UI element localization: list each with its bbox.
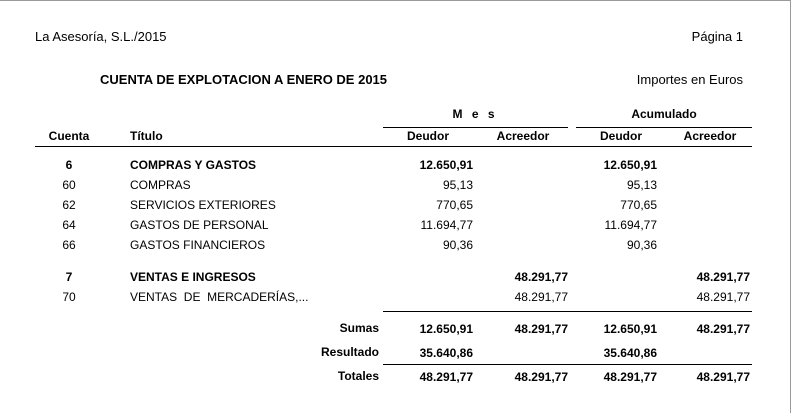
- sumas-acum-acreedor: 48.291,77: [696, 322, 750, 336]
- totales-acum-acreedor: 48.291,77: [696, 370, 750, 384]
- row-mes-deudor: 90,36: [442, 238, 473, 252]
- row-cuenta: 62: [62, 198, 76, 212]
- totales-mes-deudor: 48.291,77: [419, 370, 473, 384]
- sumas-acum-deudor: 12.650,91: [603, 322, 657, 336]
- sumas-mes-acreedor: 48.291,77: [514, 322, 568, 336]
- totales-acum-deudor: 48.291,77: [603, 370, 657, 384]
- row-acum-deudor: 95,13: [626, 178, 657, 192]
- group-header-mes: M e s: [452, 107, 498, 121]
- row-titulo: VENTAS E INGRESOS: [130, 270, 256, 284]
- row-mes-acreedor: 48.291,77: [514, 270, 568, 284]
- group-rule-mes: [383, 127, 568, 128]
- row-mes-deudor: 770,65: [436, 198, 473, 212]
- header-rule: [35, 146, 752, 147]
- row-cuenta: 60: [62, 178, 76, 192]
- column-header-titulo: Título: [130, 129, 163, 143]
- column-header-mes-deudor: Deudor: [407, 129, 449, 143]
- row-mes-deudor: 95,13: [442, 178, 473, 192]
- totales-label: Totales: [337, 369, 379, 383]
- resultado-mes-deudor: 35.640,86: [419, 346, 473, 360]
- row-titulo: VENTAS DE MERCADERÍAS,...: [130, 290, 309, 304]
- row-cuenta: 64: [62, 218, 76, 232]
- column-header-acum-deudor: Deudor: [600, 129, 642, 143]
- row-acum-deudor: 12.650,91: [603, 158, 657, 172]
- row-titulo: GASTOS FINANCIEROS: [130, 238, 266, 252]
- row-acum-acreedor: 48.291,77: [696, 290, 750, 304]
- company-name: La Asesoría, S.L./2015: [35, 29, 167, 44]
- report-title: CUENTA DE EXPLOTACION A ENERO DE 2015: [100, 72, 388, 87]
- row-mes-deudor: 11.694,77: [420, 218, 473, 232]
- currency-units: Importes en Euros: [636, 72, 743, 87]
- page-number: Página 1: [691, 29, 743, 44]
- row-mes-acreedor: 48.291,77: [514, 290, 568, 304]
- totales-rule: [383, 364, 752, 365]
- row-titulo: COMPRAS Y GASTOS: [130, 158, 257, 172]
- column-header-acum-acreedor: Acreedor: [683, 129, 737, 143]
- row-acum-deudor: 11.694,77: [604, 218, 657, 232]
- row-mes-deudor: 12.650,91: [419, 158, 473, 172]
- group-header-acumulado: Acumulado: [631, 107, 697, 121]
- row-cuenta: 7: [65, 270, 73, 284]
- sumas-label: Sumas: [339, 321, 379, 335]
- group-rule-acumulado: [576, 127, 752, 128]
- resultado-acum-deudor: 35.640,86: [603, 346, 657, 360]
- resultado-label: Resultado: [320, 345, 379, 359]
- column-header-cuenta: Cuenta: [48, 129, 90, 143]
- totals-rule: [383, 311, 752, 312]
- row-acum-acreedor: 48.291,77: [696, 270, 750, 284]
- sumas-mes-deudor: 12.650,91: [419, 322, 473, 336]
- row-cuenta: 6: [65, 158, 73, 172]
- row-cuenta: 66: [62, 238, 76, 252]
- totales-mes-acreedor: 48.291,77: [514, 370, 568, 384]
- row-cuenta: 70: [62, 290, 76, 304]
- row-acum-deudor: 90,36: [626, 238, 657, 252]
- column-header-mes-acreedor: Acreedor: [496, 129, 550, 143]
- row-titulo: GASTOS DE PERSONAL: [130, 218, 269, 232]
- row-titulo: SERVICIOS EXTERIORES: [130, 198, 276, 212]
- row-acum-deudor: 770,65: [620, 198, 657, 212]
- row-titulo: COMPRAS: [130, 178, 191, 192]
